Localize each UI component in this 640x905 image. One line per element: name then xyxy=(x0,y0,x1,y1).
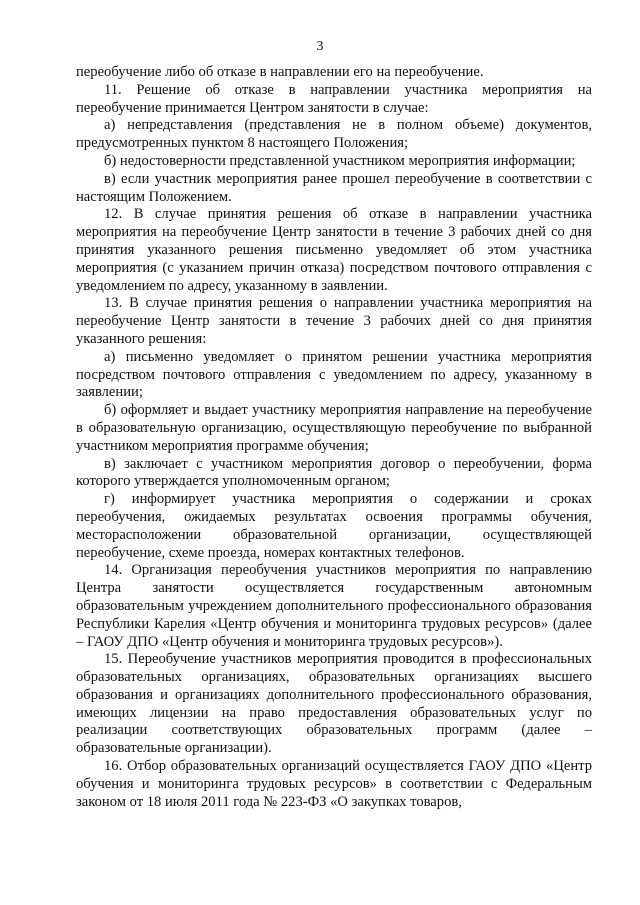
paragraph-item-11: 11. Решение об отказе в направлении участника мероприятия на переобучение принимается Центром занятости в случае: xyxy=(76,81,592,116)
paragraph-item-12: 12. В случае принятия решения об отказе в направлении участника мероприятия на переобучение Центр занятости в течение 3 рабочих дней со дня принятия указанного решения письменно уведомляет об этом участника мероприятия (с указанием причин отказа) посредством почтового отправления с уведомлением по адресу, указанному в заявлении. xyxy=(76,206,592,294)
document-body xyxy=(76,64,592,811)
paragraph-11-b: б) недостоверности представленной участником мероприятия информации; xyxy=(104,152,576,169)
paragraph-item-15: 15. Переобучение участников мероприятия проводится в профессиональных образовательных организациях, образовательных организациях высшего образования и организациях дополнительного профессионального образования, имеющих лицензии на право предоставления образовательных услуг по реализации соответствующих образовательных программ (далее – образовательные организации). xyxy=(76,651,592,757)
paragraph-11-c: в) если участник мероприятия ранее прошел переобучение в соответствии с настоящим Положением. xyxy=(76,170,592,205)
paragraph-11-a: а) непредставления (представления не в полном объеме) документов, предусмотренных пунктом 8 настоящего Положения; xyxy=(76,117,592,152)
paragraph-13-d: г) информирует участника мероприятия о содержании и сроках переобучения, ожидаемых результатах освоения программы обучения, месторасположении образовательной организации, осуществляющей переобучение, схеме проезда, номерах контактных телефонов. xyxy=(76,491,592,561)
paragraph-item-16: 16. Отбор образовательных организаций осуществляется ГАОУ ДПО «Центр обучения и мониторинга трудовых ресурсов» в соответствии с Федеральным законом от 18 июля 2011 года № 223-ФЗ «О закупках товаров, xyxy=(76,758,592,810)
paragraph-13-b: б) оформляет и выдает участнику мероприятия направление на переобучение в образовательную организацию, осуществляющую переобучение по выбранной участником мероприятия программе обучения; xyxy=(76,402,592,454)
paragraph-13-c: в) заключает с участником мероприятия договор о переобучении, форма которого утверждается уполномоченным органом; xyxy=(76,455,592,490)
paragraph-item-14: 14. Организация переобучения участников мероприятия по направлению Центра занятости осуществляется государственным автономным образовательным учреждением дополнительного профессионального образования Республики Карелия «Центр обучения и мониторинга трудовых ресурсов» (далее – ГАОУ ДПО «Центр обучения и мониторинга трудовых ресурсов»). xyxy=(76,562,592,650)
paragraph-item-13: 13. В случае принятия решения о направлении участника мероприятия на переобучение Центр занятости в течение 3 рабочих дней со дня принятия указанного решения: xyxy=(76,295,592,347)
page-number: 3 xyxy=(316,39,324,54)
paragraph-13-a: а) письменно уведомляет о принятом решении участника мероприятия посредством почтового отправления с уведомлением по адресу, указанному в заявлении; xyxy=(76,348,592,401)
paragraph-continuation: переобучение либо об отказе в направлении его на переобучение. xyxy=(76,64,484,80)
